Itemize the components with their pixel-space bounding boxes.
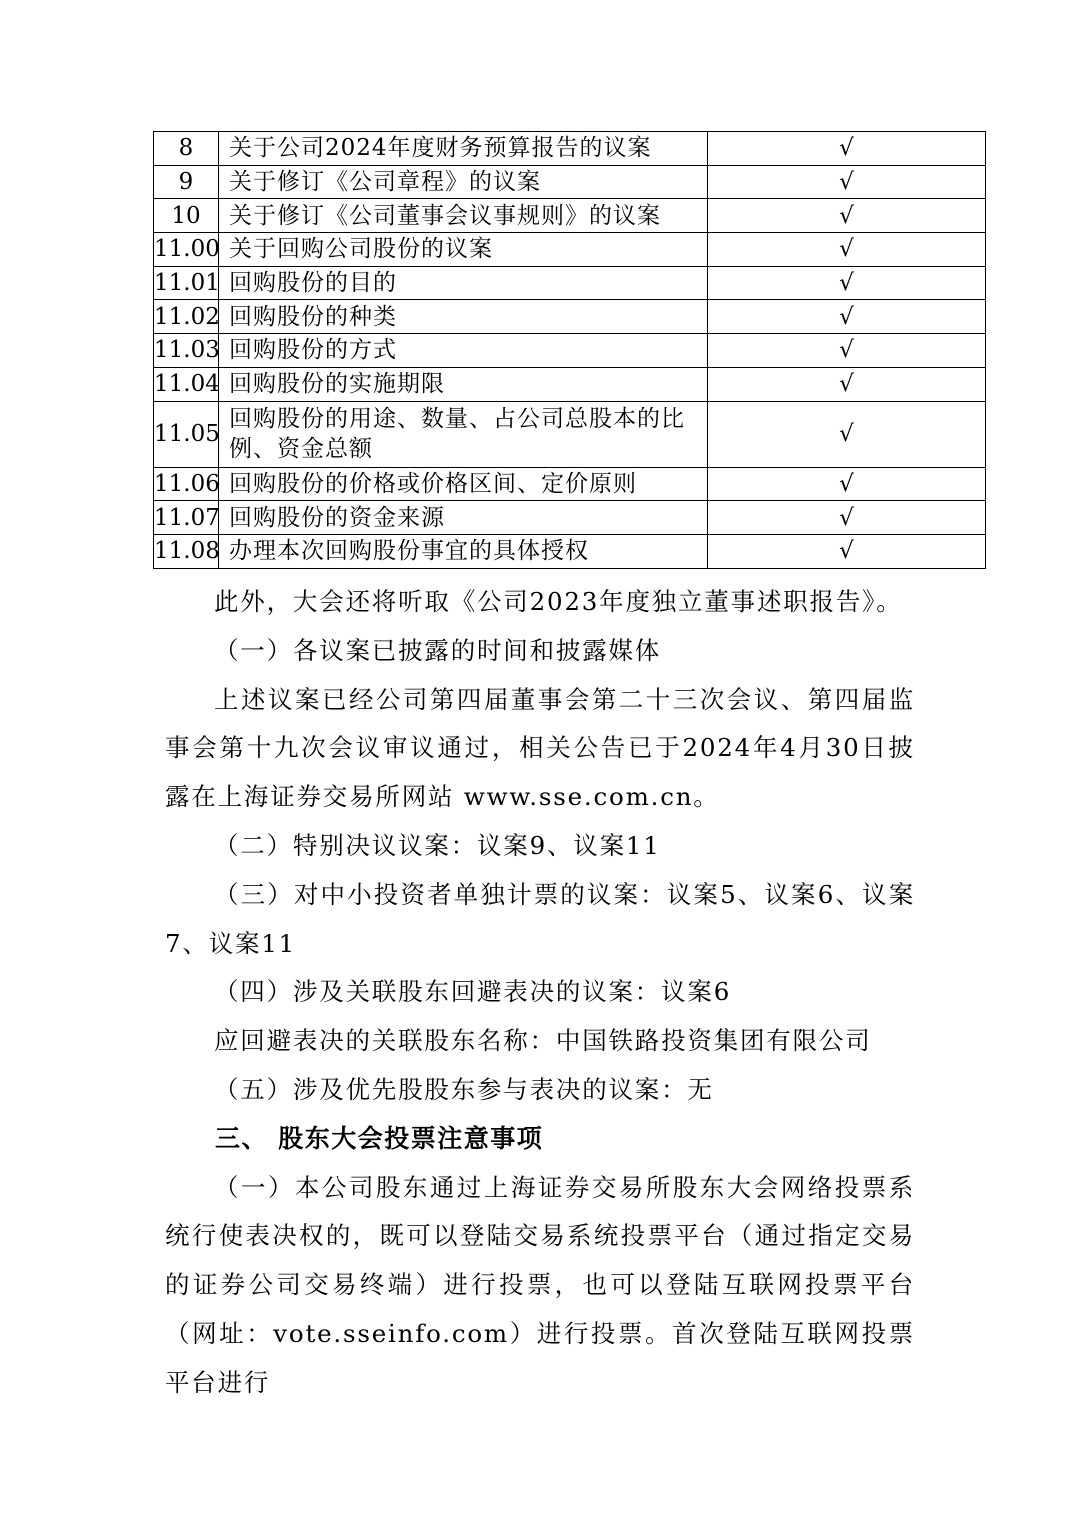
check-mark: √ [708,233,986,267]
motion-name: 回购股份的方式 [219,334,708,368]
motion-name: 回购股份的实施期限 [219,367,708,401]
table-row [154,300,986,334]
check-mark: √ [708,367,986,401]
check-mark: √ [708,401,986,467]
motion-name: 关于修订《公司董事会议事规则》的议案 [219,199,708,233]
section-heading: 三、 股东大会投票注意事项 [215,1123,544,1153]
motion-name: 关于回购公司股份的议案 [219,233,708,267]
related-shareholder-name: 应回避表决的关联股东名称：中国铁路投资集团有限公司 [214,1026,872,1056]
check-mark: √ [708,334,986,368]
motion-name: 回购股份的目的 [219,266,708,300]
check-mark: √ [708,266,986,300]
motion-name: 关于修订《公司章程》的议案 [219,165,708,199]
check-mark: √ [708,300,986,334]
small-investor-count-paragraph: （三）对中小投资者单独计票的议案：议案5、议案6、议案7、议案11 [165,879,915,958]
table-row [154,199,986,233]
motion-number: 8 [154,132,219,166]
check-mark: √ [708,501,986,535]
check-mark: √ [708,467,986,501]
motion-number: 9 [154,165,219,199]
table-row [154,266,986,300]
preferred-shareholder-paragraph: （五）涉及优先股股东参与表决的议案：无 [214,1074,714,1104]
table-row [154,233,986,267]
table-row [154,132,986,166]
check-mark: √ [708,534,986,568]
special-resolution-paragraph: （二）特别决议议案：议案9、议案11 [214,830,661,860]
motion-number: 11.06 [154,467,219,501]
table-row [154,534,986,568]
table-row [154,467,986,501]
motion-name: 关于公司2024年度财务预算报告的议案 [219,132,708,166]
independent-director-report-note: 此外，大会还将听取《公司2023年度独立董事述职报告》。 [214,587,903,616]
table-row [154,401,986,467]
check-mark: √ [708,199,986,233]
body-text [165,578,915,1408]
motion-number: 11.01 [154,266,219,300]
motion-number: 11.08 [154,534,219,568]
motion-name: 办理本次回购股份事宜的具体授权 [219,534,708,568]
motion-number: 11.04 [154,367,219,401]
motion-number: 11.07 [154,501,219,535]
check-mark: √ [708,165,986,199]
motions-table [153,131,986,569]
voting-notice-paragraph: （一）本公司股东通过上海证券交易所股东大会网络投票系统行使表决权的，既可以登陆交易系统投票平台（通过指定交易的证券公司交易终端）进行投票，也可以登陆互联网投票平台（网址：vote.sseinfo.com）进行投票。首次登陆互联网投票平台进行 [165,1172,915,1397]
motion-name: 回购股份的资金来源 [219,501,708,535]
motion-name: 回购股份的价格或价格区间、定价原则 [219,467,708,501]
disclosure-paragraph: 上述议案已经公司第四届董事会第二十三次会议、第四届监事会第十九次会议审议通过，相关公告已于2024年4月30日披露在上海证券交易所网站 www.sse.com.cn。 [165,684,915,812]
check-mark: √ [708,132,986,166]
table-row [154,501,986,535]
motion-number: 10 [154,199,219,233]
motion-number: 11.00 [154,233,219,267]
motion-number: 11.03 [154,334,219,368]
motion-name: 回购股份的用途、数量、占公司总股本的比例、资金总额 [219,401,708,467]
table-row [154,165,986,199]
disclosure-subheading: （一）各议案已披露的时间和披露媒体 [214,635,662,665]
motion-number: 11.05 [154,401,219,467]
table-row [154,367,986,401]
related-shareholder-paragraph: （四）涉及关联股东回避表决的议案：议案6 [214,977,732,1007]
table-row [154,334,986,368]
motion-name: 回购股份的种类 [219,300,708,334]
motion-number: 11.02 [154,300,219,334]
